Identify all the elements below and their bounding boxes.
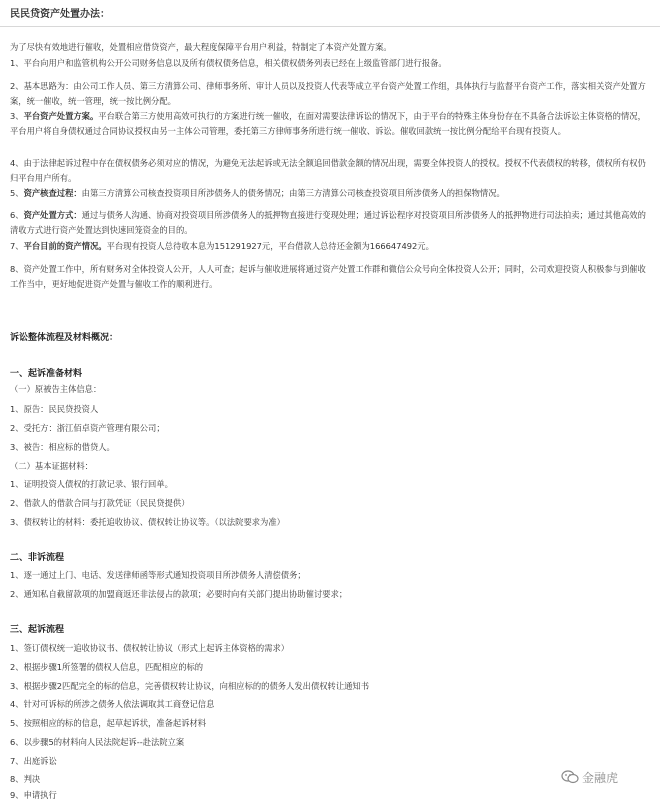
part3-item: 1、签订债权统一追收协议书、债权转让协议（形式上起诉主体资格的需求） (10, 643, 290, 653)
part3-item: 3、根据步骤2匹配完全的标的信息，完善债权转让协议，向相应标的的债务人发出债权转让通知书 (10, 681, 370, 691)
watermark (561, 766, 655, 788)
part3-item: 6、以步骤5的材料向人民法院起诉--赴法院立案 (10, 737, 185, 747)
part1-sub2: （二）基本证据材料： (10, 461, 93, 471)
list-item-6: 6、资产处置方式：通过与债务人沟通、协商对投资项目所涉债务人的抵押物直接进行变现处理；通过诉讼程序对投资项目所涉债务人的抵押物进行司法拍卖；通过其他高效的清收方式进行资产处置达到快速回笼资金的目的。 (10, 210, 646, 235)
part3-heading: 三、起诉流程 (10, 625, 65, 635)
part1-sub1-item: 3、被告：相应标的借贷人。 (10, 442, 115, 452)
part1-sub2-item: 3、债权转让的材料：委托追收协议、债权转让协议等。（以法院要求为准） (10, 517, 285, 527)
part1-sub1: （一）原被告主体信息： (10, 384, 102, 394)
part1-sub1-item: 1、原告：民民贷投资人 (10, 404, 99, 414)
section-title-bar (0, 0, 660, 27)
watermark-text: 金融虎 (582, 770, 619, 785)
list-item-1: 1、平台向用户和监管机构公开公司财务信息以及所有债权债务信息，相关债权债务列表已经在上级监管部门进行报备。 (10, 58, 447, 68)
part3-item: 8、判决 (10, 774, 41, 784)
part3-item: 2、根据步骤1所签署的债权人信息，匹配相应的标的 (10, 662, 204, 672)
list-item-3: 3、平台资产处置方案。平台联合第三方使用高效可执行的方案进行统一催收，在面对需要法律诉讼的情况下，由于平台的特殊主体身份存在不具备合法诉讼主体资格的情况，平台用户将自身债权通过合同协议授权由另一主体公司管理，委托第三方律师事务所进行统一催收、诉讼。催收回款统一按比例分配给平台现有投资人。 (10, 111, 646, 136)
part3-item: 4、针对可诉标的所涉之债务人依法调取其工商登记信息 (10, 699, 215, 709)
section1-title: 民民贷资产处置办法： (10, 9, 110, 20)
wechat-icon (561, 770, 579, 784)
list-item-4: 4、由于法律起诉过程中存在债权债务必须对应的情况，为避免无法起诉或无法全额追回借款金额的情况出现，需要全体投资人的授权。授权不代表债权的转移，债权所有权仍归平台用户所有。 (10, 158, 646, 183)
part3-item: 9、申请执行 (10, 790, 57, 800)
part2-heading: 二、非诉流程 (10, 553, 65, 563)
part1-sub2-item: 1、证明投资人债权的打款记录、银行回单。 (10, 479, 173, 489)
section2-title: 诉讼整体流程及材料概况： (10, 333, 119, 343)
part3-item: 7、出庭诉讼 (10, 756, 57, 766)
part2-item: 2、通知私自截留款项的加盟商返还非法侵占的款项；必要时向有关部门提出协助催讨要求； (10, 589, 348, 599)
part3-item: 5、按照相应的标的信息，起草起诉状，准备起诉材料 (10, 718, 207, 728)
intro-paragraph: 为了尽快有效地进行催收，处置相应借贷资产，最大程度保障平台用户利益，特制定了本资产处置方案。 (10, 42, 392, 52)
part1-heading: 一、起诉准备材料 (10, 369, 83, 379)
list-item-2: 2、基本思路为：由公司工作人员、第三方清算公司、律师事务所、审计人员以及投资人代表等成立平台资产处置工作组，具体执行与监督平台资产工作，落实相关资产处置方案，统一催收，统一管理，统一按比例分配。 (10, 81, 646, 106)
part1-sub2-item: 2、借款人的借款合同与打款凭证（民民贷提供） (10, 498, 190, 508)
part1-sub1-item: 2、受托方：浙江佰卓资产管理有限公司； (10, 423, 165, 433)
list-item-5: 5、资产核查过程：由第三方清算公司核查投资项目所涉债务人的债务情况；由第三方清算公司核查投资项目所涉债务人的担保物情况。 (10, 188, 505, 198)
part2-item: 1、逐一通过上门、电话、发送律师函等形式通知投资项目所涉债务人清偿债务； (10, 570, 306, 580)
list-item-8: 8、资产处置工作中，所有财务对全体投资人公开，人人可查；起诉与催收进展将通过资产处置工作群和微信公众号向全体投资人公开；同时，公司欢迎投资人积极参与到催收工作当中，更好地促进资产处置与催收工作的顺利进行。 (10, 264, 646, 289)
list-item-7: 7、平台目前的资产情况。平台现有投资人总待收本息为151291927元，平台借款人总待还金额为166647492元。 (10, 241, 434, 251)
